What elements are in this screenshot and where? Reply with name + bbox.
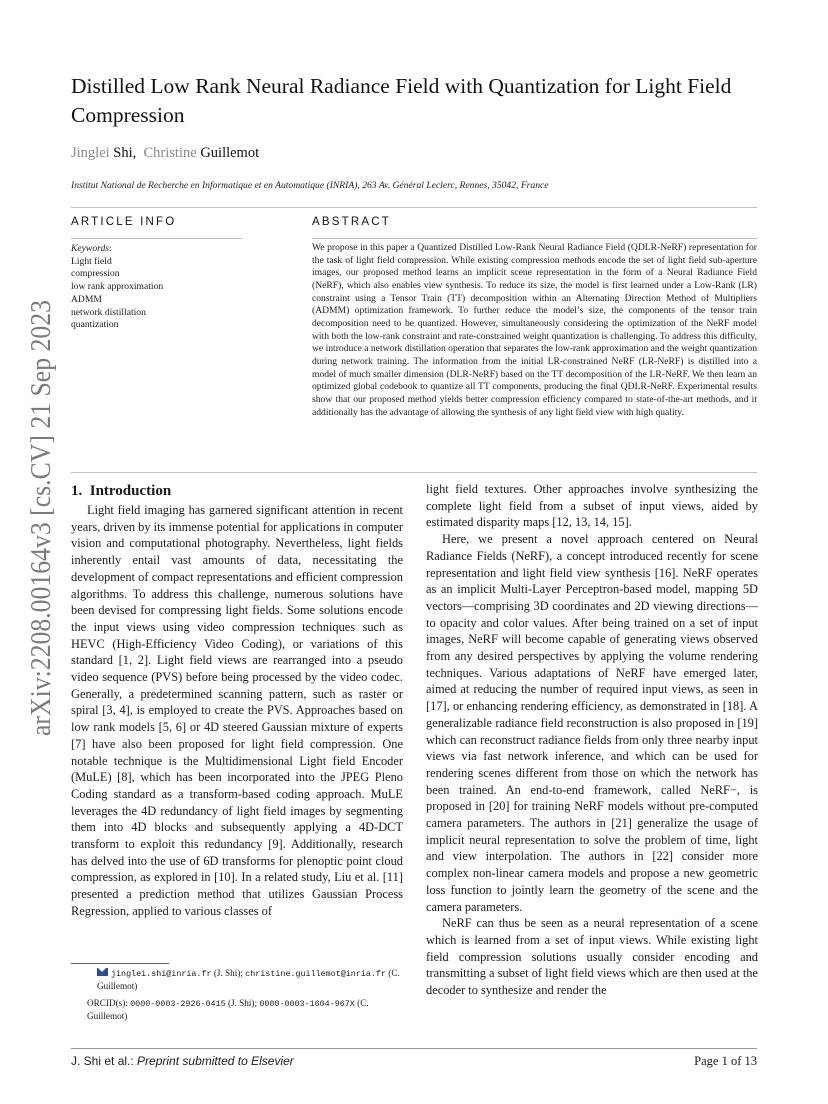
body-paragraph: light field textures. Other approaches involve synthesizing the complete light field from a subset of input views, aided by estimated disparity maps [12, 13, 14, 15].	[426, 482, 758, 530]
divider	[71, 207, 757, 208]
arxiv-stamp	[6, 300, 66, 740]
orcid-label: ORCID(s):	[87, 998, 128, 1008]
keywords-label: Keywords	[71, 243, 110, 254]
email-owner: (J. Shi);	[213, 968, 243, 978]
keyword-item: quantization	[71, 319, 119, 331]
keyword-item: ADMM	[71, 293, 102, 305]
orcid-id[interactable]: 0000-0003-2926-0415	[130, 999, 226, 1009]
keywords-block: Keywords: Light field compression low rank approximation ADMM network distillation quantization	[71, 243, 241, 332]
author-last-name: Guillemot	[200, 145, 260, 161]
keyword-item: Light field	[71, 255, 112, 267]
orcid-id[interactable]: 0000-0003-1604-967X	[259, 999, 355, 1009]
footer-divider	[71, 1048, 757, 1049]
footnote-orcids	[71, 997, 403, 1022]
section-title: Introduction	[89, 483, 172, 499]
abstract-text: We propose in this paper a Quantized Distilled Low-Rank Neural Radiance Field (QDLR-NeRF) representation for the task of light field compression. While existing compression methods encode the set of light field sub-aperture images, our proposed method learns an implicit scene representation in the form of a Neural Radiance Field (NeRF), which also enables view synthesis. To reduce its size, the model is first learned under a Low-Rank (LR) constraint using a Tensor Train (TT) decomposition within an Alternating Direction Method of Multipliers (ADMM) optimization framework. To further reduce the model’s size, the components of the tensor train decomposition need to be quantized. However, simultaneously considering the optimization of the NeRF model with both the low-rank constraint and rate-constrained weight quantization is challenging. To address this difficulty, we introduce a network distillation operation that separates the low-rank approximation and the weight quantization during network training. The information from the initial LR-constrained NeRF (LR-NeRF) is distilled into a model of much smaller dimension (DLR-NeRF) based on the TT decomposition of the LR-NeRF. We then learn an optimized global codebook to quantize all TT components, producing the final QDLR-NeRF. Experimental results show that our proposed method yields better compression efficiency compared to state-of-the-art methods, and it additionally has the advantage of allowing the synthesis of any light field view with high quality.	[312, 242, 757, 418]
paper-title: Distilled Low Rank Neural Radiance Field with Quantization for Light Field Compression	[71, 74, 732, 127]
orcid-owner: (J. Shi);	[227, 998, 258, 1008]
page-number: Page 1 of 13	[694, 1054, 757, 1068]
abstract-heading: ABSTRACT	[312, 216, 391, 228]
arxiv-stamp-text: arXiv:2208.00164v3 [cs.CV] 21 Sep 2023	[25, 300, 57, 736]
body-paragraph: Light field imaging has garnered significant attention in recent years, driven by its immense potential for applications in computer vision and computational photography. Nevertheless, light fields inherently entail vast amounts of data, necessitating the development of compact representations and efficient compression algorithms. To address this challenge, numerous solutions have been devised for compressing light fields. Some solutions encode the input views using video compression techniques such as HEVC (High-Efficiency Video Coding), or variations of this standard [1, 2]. Light field views are rearranged into a pseudo video sequence (PVS) before being processed by the video codec. Generally, a predetermined scanning pattern, such as raster or spiral [3, 4], is employed to create the PVS. Approaches based on low rank models [5, 6] or 4D steered Gaussian mixture of experts [7] have also been proposed for light field compression. One notable technique is the Multidimensional Light field Encoder (MuLE) [8], which has been incorporated into the JPEG Pleno Coding standard as a transform-based coding approach. MuLE leverages the 4D redundancy of light field images by segmenting them into 4D blocks and subsequently applying a 4D-DCT transform to exploit this redundancy [9]. Additionally, research has delved into the use of 6D transforms for plenoptic point cloud compression, as explored in [10]. In a related study, Liu et al. [11] presented a prediction method that utilizes Gaussian Process Regression, applied to various classes of	[71, 503, 403, 918]
divider	[71, 238, 242, 239]
email-link[interactable]: jinglei.shi@inria.fr	[111, 969, 212, 979]
footnote-divider	[71, 963, 169, 964]
left-column	[71, 502, 403, 920]
author-first-name: Christine	[143, 145, 197, 161]
body-paragraph: NeRF can thus be seen as a neural representation of a scene which is learned from a set of input views. While existing light field compression solutions usually consider encoding and transmitting a subset of light field views which are then used at the decoder to synthesize and render the	[426, 916, 758, 998]
footer-author: J. Shi et al.:	[71, 1054, 134, 1068]
body-paragraph: Here, we present a novel approach centered on Neural Radiance Fields (NeRF), a concept introduced recently for scene representation and light field view synthesis [16]. NeRF operates as an implicit Multi-Layer Perceptron-based model, mapping 5D vectors—comprising 3D coordinates and 2D viewing directions—to opacity and color values. After being trained on a set of input images, NeRF will become capable of generating views observed from any desired perspectives by applying the volume rendering techniques. Various adaptations of NeRF have emerged later, aimed at reducing the number of required input views, as seen in [17], or enhancing rendering efficiency, as demonstrated in [18]. A generalizable radiance field reconstruction is also proposed in [19] which can reconstruct radiance fields from only three nearby input views via fast network inference, and which can be used for rendering scenes different from those on which the network has been trained. An end-to-end framework, called NeRF−, is proposed in [20] for training NeRF models without pre-computed camera parameters. The authors in [21] generalize the usage of implicit neural representation to solve the problem of time, light and view interpolation. The authors in [22] consider more complex non-linear camera models and propose a new geometric loss function to jointly learn the geometry of the scene and the camera parameters.	[426, 532, 758, 914]
envelope-icon	[97, 968, 108, 976]
section-number: 1.	[71, 483, 83, 499]
email-link[interactable]: christine.guillemot@inria.fr	[245, 969, 386, 979]
author-last-name: Shi	[113, 145, 133, 161]
email-owner: (C. Guillemot)	[97, 968, 400, 991]
author-first-name: Jinglei	[71, 145, 110, 161]
author-separator: ,	[132, 145, 137, 161]
running-footer	[71, 1054, 294, 1068]
affiliation: Institut National de Recherche en Informatique et en Automatique (INRIA), 263 Av. Général Leclerc, Rennes, 35042, France	[71, 180, 549, 191]
divider	[71, 472, 757, 473]
keyword-item: compression	[71, 268, 120, 280]
footer-note: Preprint submitted to Elsevier	[137, 1054, 294, 1068]
divider	[312, 238, 757, 239]
right-column	[426, 481, 758, 999]
keyword-item: low rank approximation	[71, 281, 164, 293]
keyword-item: network distillation	[71, 306, 146, 318]
author-list	[71, 145, 259, 162]
orcid-owner: (C. Guillemot)	[87, 998, 369, 1021]
article-info-heading: ARTICLE INFO	[71, 216, 177, 228]
section-heading	[71, 483, 171, 500]
footnotes	[71, 967, 403, 1022]
footnote-emails	[71, 967, 403, 992]
